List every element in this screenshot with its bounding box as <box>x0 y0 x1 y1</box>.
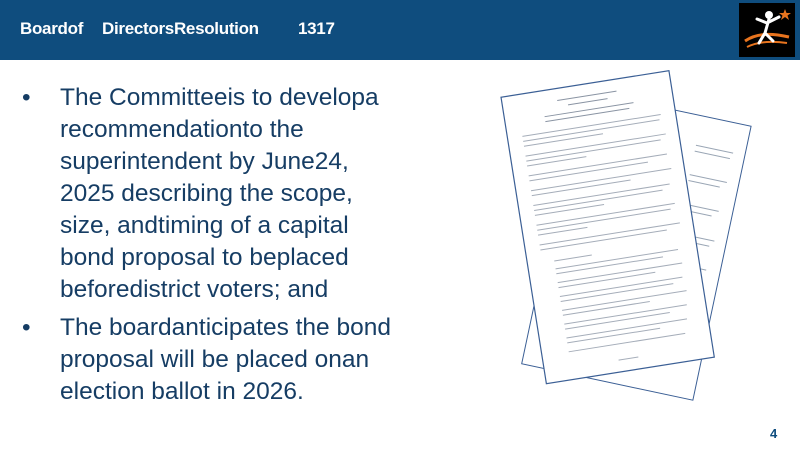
title-bar <box>0 0 800 60</box>
bullet-line: superintendent by June24, <box>60 148 349 175</box>
bullet-line: election ballot in 2026. <box>60 378 304 405</box>
bullet-line: recommendationto the <box>60 116 304 143</box>
bullet-dot: • <box>22 314 31 341</box>
bullet-line: The Committeeis to developa <box>60 84 379 111</box>
bullet-item <box>22 82 452 306</box>
bullet-line: beforedistrict voters; and <box>60 276 329 303</box>
title-board-of: Boardof <box>20 19 84 38</box>
district-logo-icon <box>739 3 795 57</box>
slide-number: 4 <box>770 426 778 441</box>
bullet-line: The boardanticipates the bond <box>60 314 391 341</box>
bullet-dot: • <box>22 84 31 111</box>
bullet-item <box>22 312 452 408</box>
bullet-list <box>22 82 452 414</box>
bullet-line: bond proposal to beplaced <box>60 244 349 271</box>
bullet-line: 2025 describing the scope, <box>60 180 353 207</box>
title-resolution-number: 1317 <box>298 19 335 38</box>
bullet-line: size, andtiming of a capital <box>60 212 349 239</box>
bullet-line: proposal will be placed onan <box>60 346 370 373</box>
resolution-document-thumbnail <box>470 62 760 402</box>
title-directors-resolution: DirectorsResolution <box>102 19 259 38</box>
